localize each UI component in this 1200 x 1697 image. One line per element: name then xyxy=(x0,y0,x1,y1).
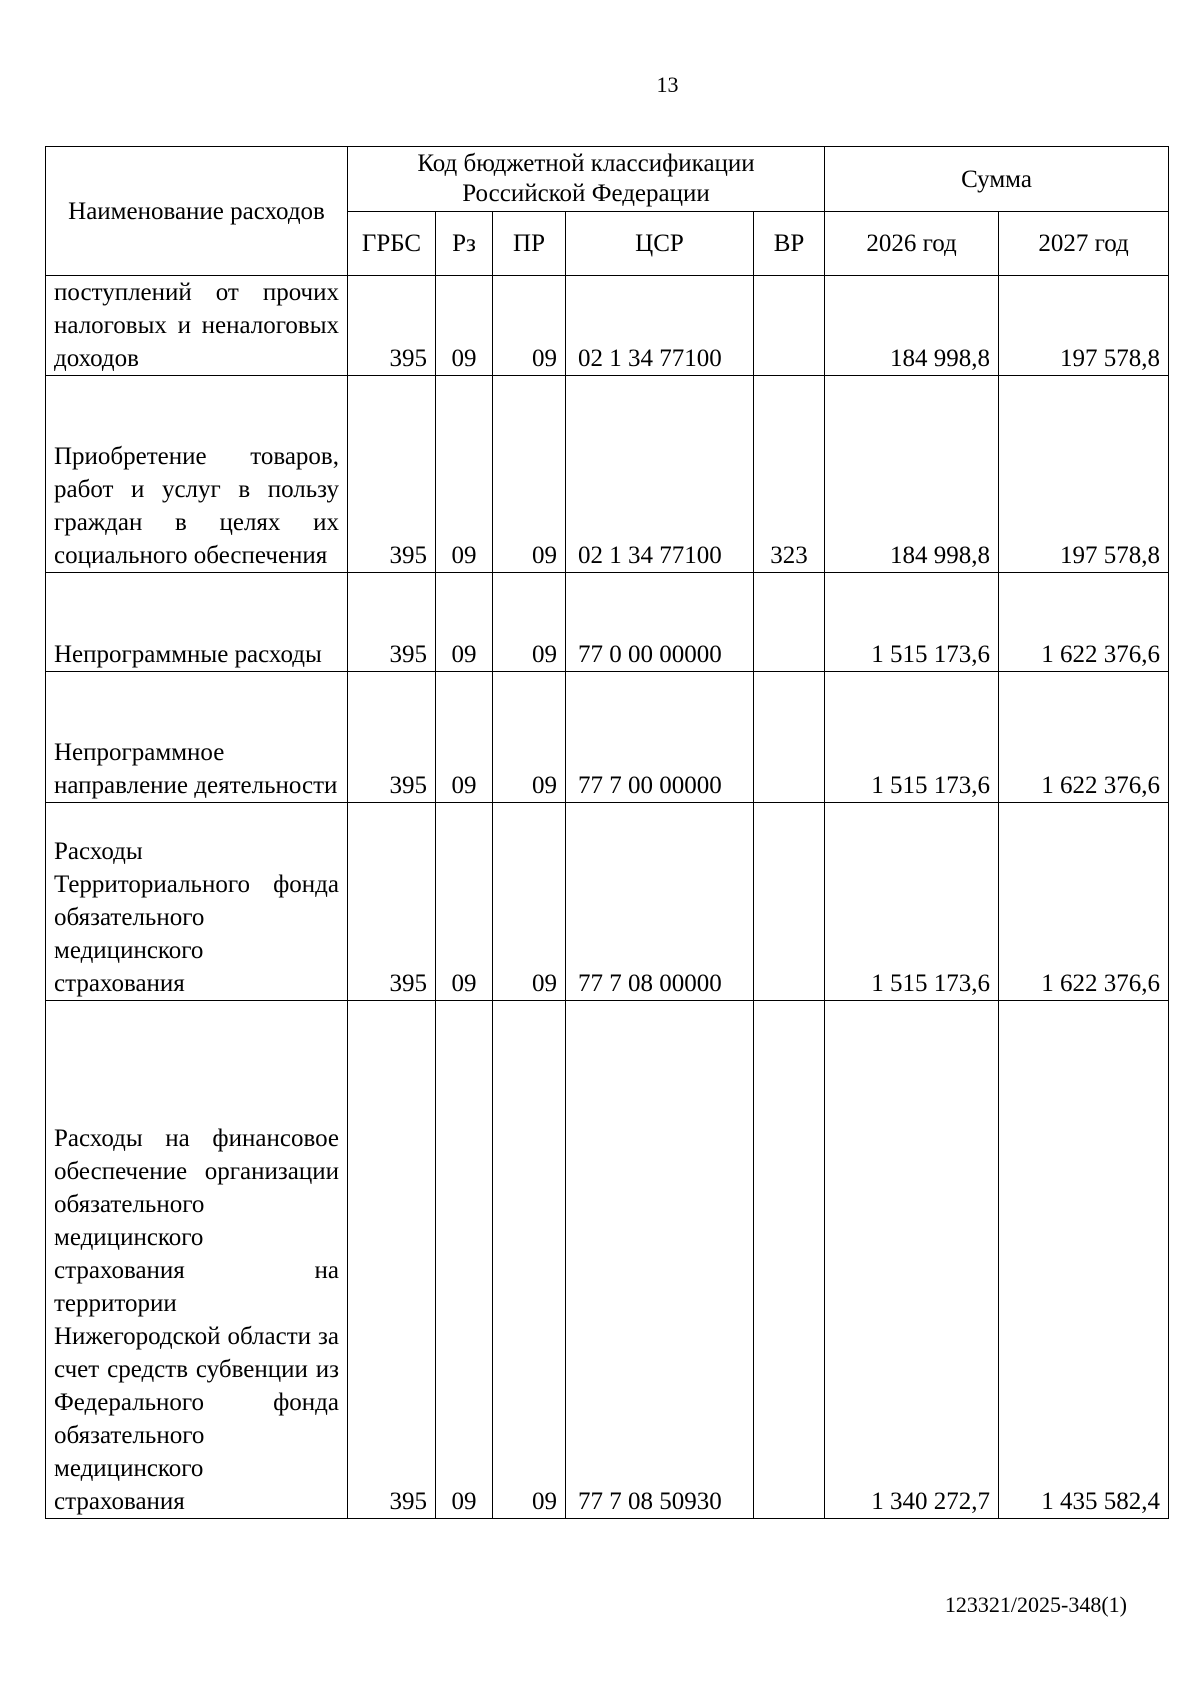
row-vr xyxy=(754,672,825,803)
row-rz: 09 xyxy=(436,573,493,672)
row-sum-2027: 197 578,8 xyxy=(999,276,1169,376)
row-vr xyxy=(754,803,825,1001)
header-csr: ЦСР xyxy=(566,212,754,276)
row-csr: 77 7 00 00000 xyxy=(566,672,754,803)
row-rz: 09 xyxy=(436,276,493,376)
row-pr: 09 xyxy=(493,672,566,803)
row-sum-2027: 1 622 376,6 xyxy=(999,803,1169,1001)
table-row xyxy=(46,672,1169,803)
row-name: Непрограммное направление деятельности xyxy=(46,672,348,803)
row-vr: 323 xyxy=(754,376,825,573)
row-grbs: 395 xyxy=(348,1001,436,1519)
header-vr: ВР xyxy=(754,212,825,276)
row-sum-2027: 1 622 376,6 xyxy=(999,573,1169,672)
row-sum-2026: 1 515 173,6 xyxy=(825,573,999,672)
header-pr: ПР xyxy=(493,212,566,276)
row-name: поступлений от прочих налоговых и неналоговых доходов xyxy=(46,276,348,376)
header-rz: Рз xyxy=(436,212,493,276)
row-csr: 02 1 34 77100 xyxy=(566,276,754,376)
header-name: Наименование расходов xyxy=(46,147,348,276)
page-number: 13 xyxy=(656,72,679,97)
table-row xyxy=(46,573,1169,672)
table-row xyxy=(46,376,1169,573)
row-rz: 09 xyxy=(436,803,493,1001)
row-rz: 09 xyxy=(436,1001,493,1519)
row-vr xyxy=(754,1001,825,1519)
row-pr: 09 xyxy=(493,376,566,573)
header-grbs: ГРБС xyxy=(348,212,436,276)
row-sum-2026: 184 998,8 xyxy=(825,276,999,376)
row-pr: 09 xyxy=(493,573,566,672)
table-row xyxy=(46,803,1169,1001)
row-rz: 09 xyxy=(436,376,493,573)
row-csr: 77 7 08 00000 xyxy=(566,803,754,1001)
header-2026: 2026 год xyxy=(825,212,999,276)
row-pr: 09 xyxy=(493,803,566,1001)
row-grbs: 395 xyxy=(348,803,436,1001)
row-grbs: 395 xyxy=(348,276,436,376)
header-2027: 2027 год xyxy=(999,212,1169,276)
document-id: 123321/2025-348(1) xyxy=(944,1592,1127,1617)
row-name: Расходы Территориального фонда обязательного медицинского страхования xyxy=(46,803,348,1001)
row-name: Непрограммные расходы xyxy=(46,573,348,672)
row-vr xyxy=(754,276,825,376)
header-sum-group: Сумма xyxy=(825,147,1169,212)
row-grbs: 395 xyxy=(348,573,436,672)
row-sum-2027: 1 435 582,4 xyxy=(999,1001,1169,1519)
row-grbs: 395 xyxy=(348,672,436,803)
row-sum-2026: 1 515 173,6 xyxy=(825,803,999,1001)
row-name: Приобретение товаров, работ и услуг в пользу граждан в целях их социального обеспечения xyxy=(46,376,348,573)
row-vr xyxy=(754,573,825,672)
budget-table xyxy=(45,146,1169,1519)
header-code-group: Код бюджетной классификации Российской Федерации xyxy=(348,147,825,212)
row-grbs: 395 xyxy=(348,376,436,573)
row-rz: 09 xyxy=(436,672,493,803)
row-csr: 02 1 34 77100 xyxy=(566,376,754,573)
row-csr: 77 7 08 50930 xyxy=(566,1001,754,1519)
row-name: Расходы на финансовое обеспечение организации обязательного медицинского страхования на территории Нижегородской области за счет средств субвенции из Федерального фонда обязательного медицинского страхования xyxy=(46,1001,348,1519)
table-row xyxy=(46,1001,1169,1519)
row-pr: 09 xyxy=(493,1001,566,1519)
row-sum-2027: 1 622 376,6 xyxy=(999,672,1169,803)
row-pr: 09 xyxy=(493,276,566,376)
table-row xyxy=(46,276,1169,376)
table-header-row xyxy=(46,147,1169,212)
row-sum-2026: 1 515 173,6 xyxy=(825,672,999,803)
row-csr: 77 0 00 00000 xyxy=(566,573,754,672)
row-sum-2027: 197 578,8 xyxy=(999,376,1169,573)
row-sum-2026: 1 340 272,7 xyxy=(825,1001,999,1519)
row-sum-2026: 184 998,8 xyxy=(825,376,999,573)
